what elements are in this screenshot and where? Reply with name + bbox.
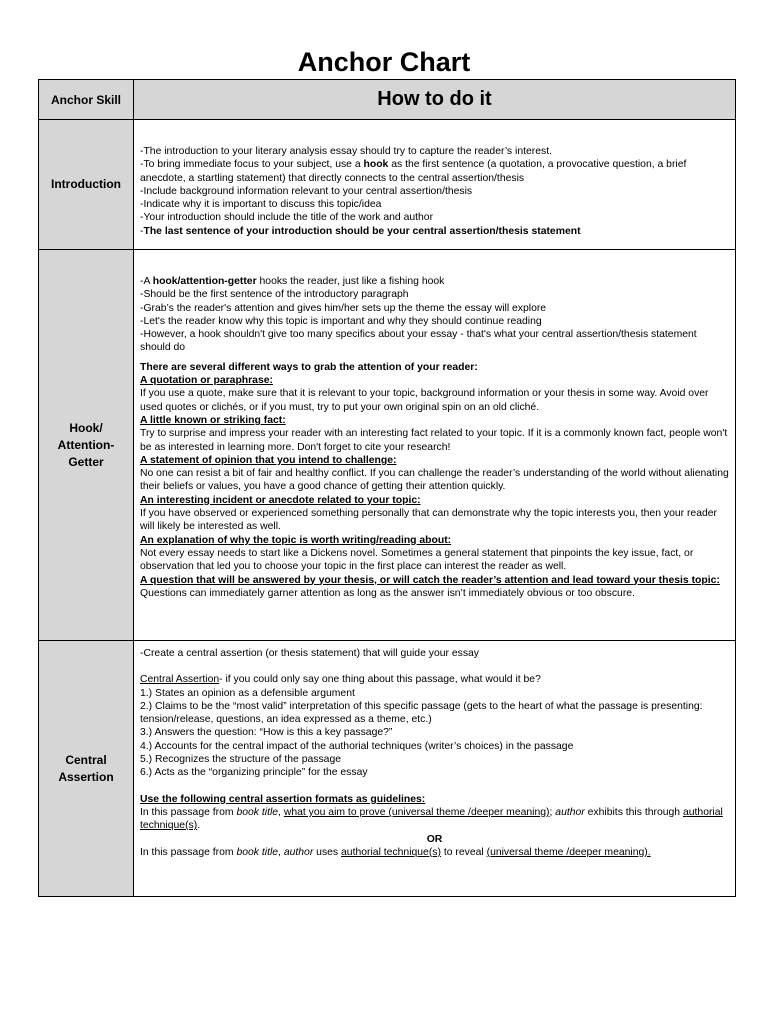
skill-central-assertion: Central Assertion [39, 641, 134, 897]
intro-line-5: -Your introduction should include the title of the work and author [140, 212, 434, 224]
content-hook [134, 250, 736, 641]
skill-introduction: Introduction [39, 120, 134, 250]
central-list-item: 1.) States an opinion as a defensible argument [140, 687, 355, 699]
row-hook [39, 250, 736, 641]
intro-line-3: -Include background information relevant to your central assertion/thesis [140, 185, 473, 197]
central-line-1: -Create a central assertion (or thesis statement) that will guide your essay [140, 648, 479, 659]
hook-item-body: If you have observed or experienced something personally that can demonstrate why the topic interests you, then your reader will likely be interested as well. [140, 508, 718, 533]
hook-item-heading: An interesting incident or anecdote related to your topic: [140, 494, 421, 506]
format-1: In this passage from book title, what you aim to prove (universal theme /deeper meaning); author exhibits this through authorial technique(s). [140, 806, 723, 832]
hook-line-1: -A hook/attention-getter hooks the reader, just like a fishing hook [140, 276, 445, 287]
format-2: In this passage from book title, author uses authorial technique(s) to reveal (universal theme /deeper meaning). [140, 846, 651, 858]
hook-item-heading: A question that will be answered by your thesis, or will catch the reader’s attention and lead toward your thesis topic: [140, 574, 720, 586]
hook-item-body: Not every essay needs to start like a Dickens novel. Sometimes a general statement that pinpoints the key issue, fact, or observation that led you to choose your topic in the first place can interest the reader as well. [140, 547, 694, 573]
header-how-to: How to do it [134, 80, 736, 120]
header-row [39, 80, 736, 120]
central-list-item: 6.) Acts as the “organizing principle” for the essay [140, 767, 368, 779]
hook-item-heading: A statement of opinion that you intend to challenge: [140, 454, 397, 466]
hook-item-body: Questions can immediately garner attention as long as the answer isn’t immediately obvious or too obscure. [140, 587, 635, 599]
intro-line-1: -The introduction to your literary analysis essay should try to capture the reader’s interest. [140, 146, 552, 157]
hook-item-body: No one can resist a bit of fair and healthy conflict. If you can challenge the reader’s understanding of the world without alienating their beliefs or values, you have a good chance of getting their attention quickly. [140, 468, 729, 493]
intro-line-4: -Indicate why it is important to discuss this topic/idea [140, 199, 382, 211]
hook-item-heading: A quotation or paraphrase: [140, 375, 273, 387]
hook-item-heading: An explanation of why the topic is worth writing/reading about: [140, 534, 452, 546]
row-introduction [39, 120, 736, 250]
central-list-item: 2.) Claims to be the “most valid” interpretation of this specific passage (gets to the heart of what the passage is presenting: tension/release, questions, an idea expressed as a theme, etc.) [140, 700, 703, 726]
hook-item-body: Try to surprise and impress your reader with an interesting fact related to your topic. If it is a commonly known fact, people won't be as interested in learning more. Don't forget to cite your research! [140, 428, 728, 453]
hook-ways-heading: There are several different ways to grab the attention of your reader: [140, 361, 478, 373]
header-anchor-skill: Anchor Skill [39, 80, 134, 120]
page-title: Anchor Chart [297, 47, 471, 77]
hook-line-4: -Let's the reader know why this topic is important and why they should continue reading [140, 315, 542, 327]
content-introduction [134, 120, 736, 250]
central-list-item: 5.) Recognizes the structure of the passage [140, 754, 341, 766]
central-list-item: 4.) Accounts for the central impact of the authorial techniques (writer’s choices) in the passage [140, 740, 574, 752]
formats-heading: Use the following central assertion formats as guidelines: [140, 793, 426, 805]
intro-line-2: -To bring immediate focus to your subject, use a hook as the first sentence (a quotation, a provocative question, a brief anecdote, a startling statement) that directly connects to the central assertion/thesis [140, 159, 687, 184]
hook-line-5: -However, a hook shouldn't give too many specifics about your essay - that's what your central assertion/thesis statement should do [140, 329, 697, 354]
skill-hook: Hook/ Attention-Getter [39, 250, 134, 641]
hook-item-body: If you use a quote, make sure that it is relevant to your topic, background information or your thesis in some way. Avoid over used quotes or clichés, or if you must, try to put your own original spin on an old cliché. [140, 388, 709, 413]
anchor-chart-table [38, 79, 736, 897]
row-central-assertion [39, 641, 736, 897]
or-separator: OR [426, 833, 443, 845]
intro-line-6: -The last sentence of your introduction should be your central assertion/thesis statement [140, 225, 581, 237]
central-assertion-definition: Central Assertion- if you could only say one thing about this passage, what would it be? [140, 674, 541, 686]
central-list-item: 3.) Answers the question: “How is this a key passage?” [140, 727, 393, 739]
hook-line-3: -Grab’s the reader's attention and gives him/her sets up the theme the essay will explore [140, 302, 547, 314]
hook-line-2: -Should be the first sentence of the introductory paragraph [140, 289, 409, 301]
hook-item-heading: A little known or striking fact: [140, 414, 286, 426]
content-central-assertion [134, 641, 736, 897]
